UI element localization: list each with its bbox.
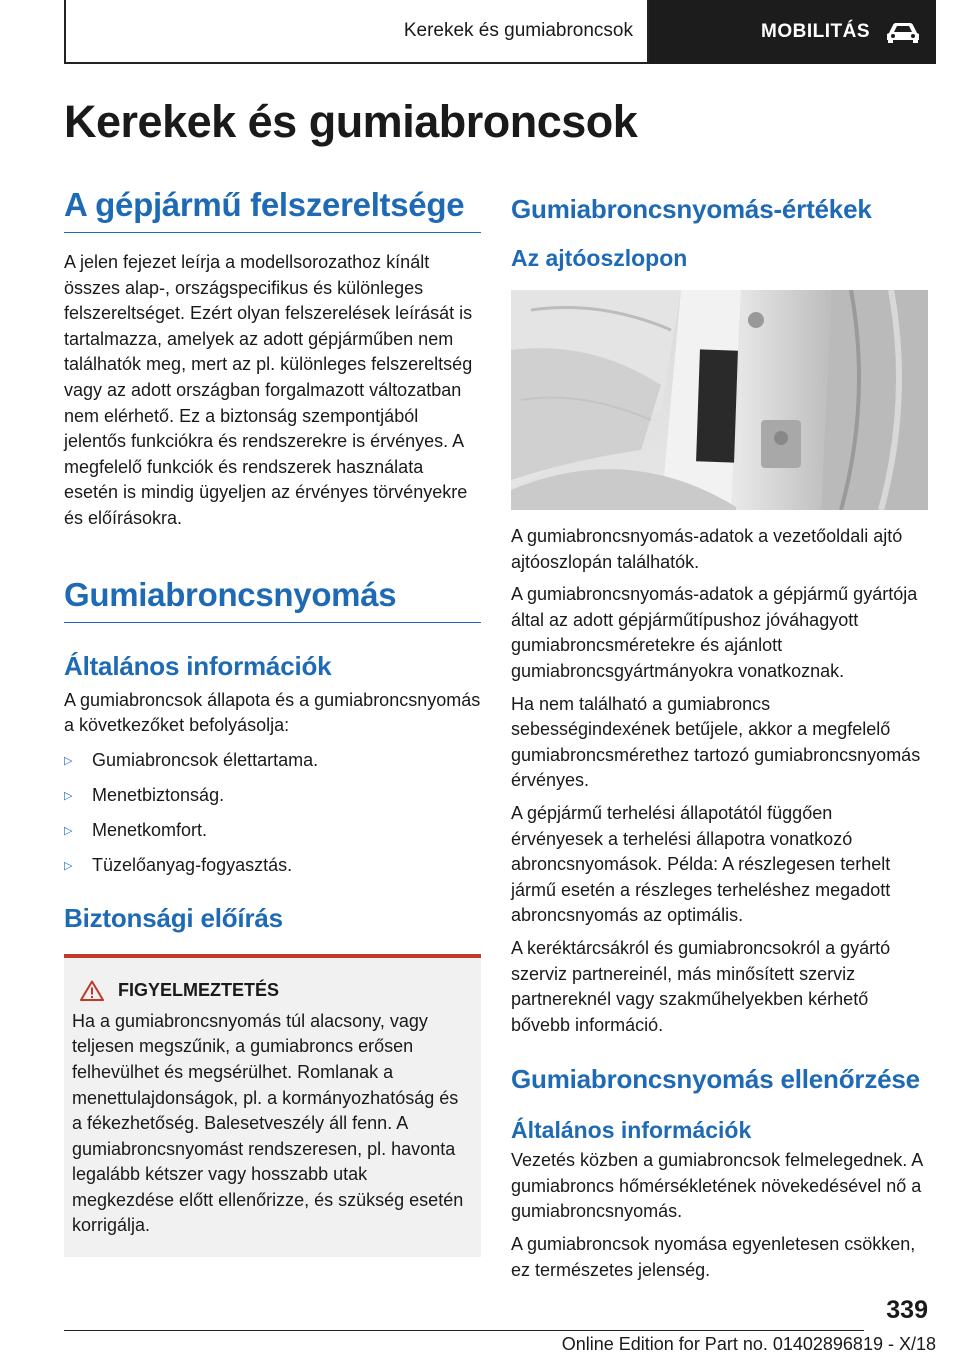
general-text: A gumiabroncsok állapota és a gumiabroncsnyomás a következőket befolyásolja:: [64, 689, 481, 736]
list-item: ▷ Tüzelőanyag-fogyasztás.: [64, 854, 293, 875]
warning-box: [64, 954, 481, 1257]
list-item: ▷ Menetkomfort.: [64, 819, 208, 840]
triangle-bullet-icon: ▷: [64, 859, 73, 872]
header-category-label: MOBILITÁS: [761, 21, 870, 42]
check-general-heading: Általános információk: [511, 1117, 752, 1144]
list-item: ▷ Gumiabroncsok élettartama.: [64, 749, 319, 770]
door-pillar-photo: [511, 290, 928, 510]
general-heading: Általános információk: [64, 650, 332, 681]
triangle-bullet-icon: ▷: [64, 754, 73, 767]
values-heading: Gumiabroncsnyomás-értékek: [511, 194, 872, 224]
list-item: ▷ Menetbiztonság.: [64, 784, 225, 805]
pillar-para-1: A gumiabroncsnyomás-adatok a vezetőoldali ajtó ajtóoszlopán találhatók.: [511, 526, 903, 572]
page-title: Kerekek és gumiabroncsok: [64, 96, 638, 147]
pressure-heading: Gumiabroncsnyomás: [64, 576, 481, 623]
header-section-title: Kerekek és gumiabroncsok: [403, 20, 633, 41]
triangle-bullet-icon: ▷: [64, 824, 73, 837]
footer-edition: Online Edition for Part no. 01402896819 - X/18: [561, 1334, 936, 1354]
bullet-list: [64, 743, 481, 883]
triangle-bullet-icon: ▷: [64, 789, 73, 802]
header-section: [64, 0, 649, 64]
warning-triangle-icon: [80, 980, 104, 1001]
pillar-para-4: A gépjármű terhelési állapotától függően érvényesek a terhelési állapotra vonatkozó abroncsnyomások. Példa: A részlegesen terhelt jármű esetén a részleges terheléshez megadott abroncsnyomás az optimális.: [511, 802, 891, 926]
pillar-para-2: A gumiabroncsnyomás-adatok a gépjármű gyártója által az adott gépjárműtípushoz jóváhagyott gumiabroncsméretekre és ajánlott gumiabroncsgyártmányokra vonatkoznak.: [511, 584, 918, 681]
pillar-para-5: A keréktárcsákról és gumiabroncsokról a gyártó szerviz partnereinél, más minősített szerviz partnereknél vagy szakműhelyekben kérhető bővebb információ.: [511, 937, 891, 1035]
check-para-1: Vezetés közben a gumiabroncsok felmelegednek. A gumiabroncs hőmérsékletének növekedésével nő a gumiabroncsnyomás.: [511, 1150, 923, 1222]
check-heading: Gumiabroncsnyomás ellenőrzése: [511, 1064, 920, 1095]
car-icon: [884, 21, 922, 43]
left-column: [64, 186, 481, 1257]
warning-title: FIGYELMEZTETÉS: [80, 980, 471, 1001]
page-number: 339: [886, 1296, 928, 1324]
footer-divider: [64, 1330, 864, 1331]
equipment-text: A jelen fejezet leírja a modellsorozathoz kínált összes alap-, országspecifikus és különleges felszereltséget. Ezért olyan felszerelések leírását is tartalmazza, amelyek az adott gépjárműben nem találhatók meg, mert az pl. különleges felszereltség vagy az adott országban forgalmazott változatban nem elérhető. Ez a biztonság szempontjából jelentős funkciókra és rendszerekre is érvényes. A megfelelő funkciók és rendszerek használata esetén is mindig ügyeljen az érvényes törvényekre és előírásokra.: [64, 252, 473, 528]
warning-text: Ha a gumiabroncsnyomás túl alacsony, vagy teljesen megszűnik, a gumiabroncs erősen felhevülhet és megsérülhet. Romlanak a menettulajdonságok, pl. a kormányozhatóság és a fékezhetőség. Balesetveszély áll fenn. A gumiabroncsnyomást rendszeresen, pl. havonta legalább kétszer vagy hosszabb utak megkezdése előtt ellenőrizze, és szükség esetén korrigálja.: [72, 1010, 464, 1236]
pillar-para-3: Ha nem található a gumiabroncs sebességindexének betűjele, akkor a megfelelő gumiabroncsmérethez tartozó gumiabroncsnyomás érvényes.: [511, 693, 921, 791]
safety-heading: Biztonsági előírás: [64, 902, 283, 933]
check-para-2: A gumiabroncsok nyomása egyenletesen csökken, ez természetes jelenség.: [511, 1234, 916, 1280]
pillar-heading: Az ajtóoszlopon: [511, 245, 688, 271]
header-category: [649, 0, 936, 64]
right-column: [511, 186, 928, 1283]
equipment-heading: A gépjármű felszereltsége: [64, 186, 481, 233]
